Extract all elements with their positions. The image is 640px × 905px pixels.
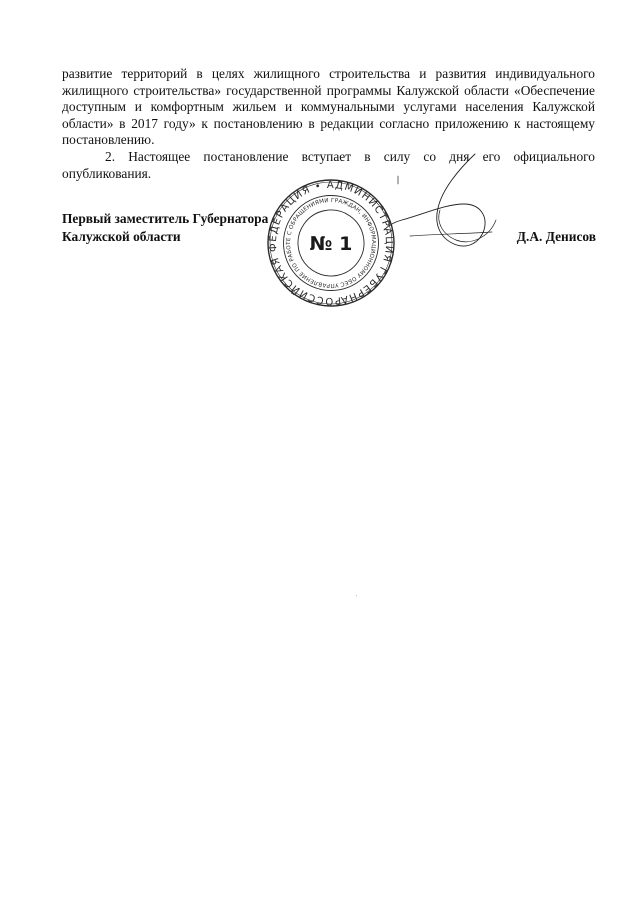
seal-inner-text: УПРАВЛЕНИЕ ПО РАБОТЕ С ОБРАЩЕНИЯМИ ГРАЖДАН, ИНФОРМАЦИОННОМУ ОБЕСПЕЧЕНИЮ	[285, 197, 377, 289]
seal-number: № 1	[309, 233, 353, 255]
paragraph-1: развитие территорий в целях жилищного строительства и развития индивидуального жилищного строительства» государственной программы Калужской области «Обеспечение доступным и комфортным жильем и коммунальными услугами населения Калужской области» в 2017 году» к постановлению в редакции согласно приложению к настоящему постановлению.	[62, 66, 595, 148]
signer-position	[62, 210, 268, 246]
scan-speck	[356, 595, 357, 596]
signer-position-line-2: Калужской области	[62, 229, 181, 244]
signer-position-line-1: Первый заместитель Губернатора	[62, 211, 269, 226]
official-seal	[266, 178, 396, 308]
document-body	[62, 66, 595, 182]
paragraph-2: 2. Настоящее постановление вступает в силу со дня его официального опубликования.	[62, 148, 595, 181]
seal-outer-text: РОССИЙСКАЯ ФЕДЕРАЦИЯ • АДМИНИСТРАЦИЯ ГУБЕРНАТОРА	[267, 179, 395, 307]
signer-name: Д.А. Денисов	[516, 229, 596, 244]
handwritten-signature	[380, 150, 500, 260]
